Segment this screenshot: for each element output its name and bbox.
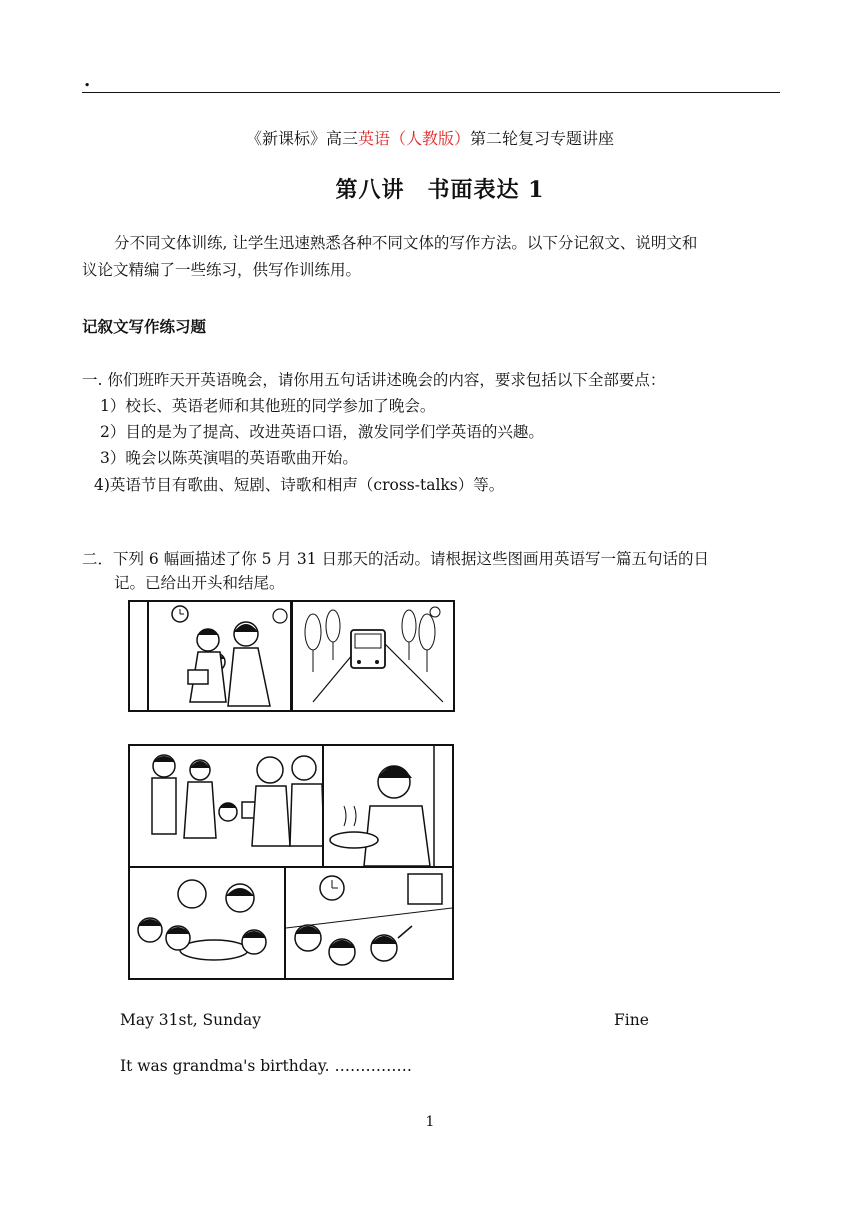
- q2-prompt-line-2: 记。已给出开头和结尾。: [114, 574, 285, 592]
- q1-point-4: 4)英语节目有歌曲、短剧、诗歌和相声（cross-talks）等。: [94, 476, 505, 494]
- subtitle-accent: 英语（人教版）: [357, 129, 470, 148]
- intro-line-2: 议论文精编了一些练习，供写作训练用。: [82, 261, 362, 279]
- comic-panel-family-gift: [128, 600, 292, 712]
- header-rule: [82, 92, 780, 93]
- q1-point-3: 3）晚会以陈英演唱的英语歌曲开始。: [100, 449, 358, 467]
- diary-date: May 31st, Sunday: [120, 1011, 262, 1029]
- page-number: 1: [425, 1114, 435, 1130]
- subtitle-before: 《新课标》高三: [245, 129, 358, 148]
- comic-panel-birthday-meal: [128, 866, 286, 980]
- intro-line-1: 分不同文体训练, 让学生迅速熟悉各种不同文体的写作方法。以下分记叙文、说明文和: [114, 234, 698, 252]
- q1-point-1: 1）校长、英语老师和其他班的同学参加了晚会。: [100, 397, 436, 415]
- lecture-title: 第八讲 书面表达 1: [335, 177, 545, 203]
- header-mark: .: [84, 70, 91, 91]
- comic-panel-saying-goodbye: [284, 866, 454, 980]
- comic-panel-giving-present: [128, 744, 326, 868]
- comic-panel-mother-cooking: [322, 744, 454, 868]
- subtitle: [0, 126, 860, 149]
- diary-opening: It was grandma's birthday. ……………: [120, 1057, 412, 1075]
- subtitle-after: 第二轮复习专题讲座: [470, 129, 615, 148]
- comic-panel-bus-ride: [291, 600, 455, 712]
- q1-prompt: 一. 你们班昨天开英语晚会，请你用五句话讲述晚会的内容，要求包括以下全部要点：: [82, 371, 666, 389]
- q1-point-2: 2）目的是为了提高、改进英语口语，激发同学们学英语的兴趣。: [100, 423, 544, 441]
- diary-weather: Fine: [614, 1011, 649, 1029]
- section-heading: 记叙文写作练习题: [82, 317, 207, 336]
- q2-prompt-line-1: 二．下列 6 幅画描述了你 5 月 31 日那天的活动。请根据这些图画用英语写一篇五句话的日: [82, 550, 710, 568]
